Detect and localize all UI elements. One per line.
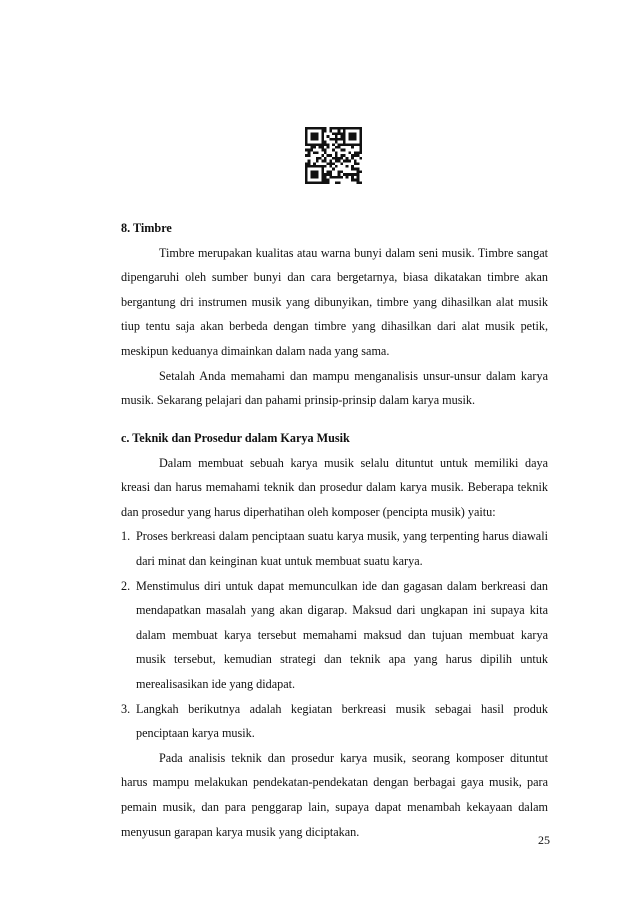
list-item-number: 1.: [121, 529, 131, 544]
paragraph-teknik-intro: Dalam membuat sebuah karya musik selalu dituntut untuk memiliki daya kreasi dan harus memahami teknik dan prosedur dalam karya musik. Beberapa teknik dan prosedur yang harus diperhatihan oleh komposer (pencipta musik) yaitu:: [121, 455, 548, 519]
section-teknik-prosedur: [121, 426, 548, 844]
section-heading-timbre: 8. Timbre: [121, 221, 172, 235]
paragraph-timbre-definition: Timbre merupakan kualitas atau warna bunyi dalam seni musik. Timbre sangat dipengaruhi oleh sumber bunyi dan cara bergetarnya, biasa dikatakan timbre akan bergantung dri instrumen musik yang dibunyikan, timbre yang dihasilkan alat musik tiup tentu saja akan berbeda dengan timbre yang dihasilkan dari alat musik petik, meskipun keduanya dimainkan dalam nada yang sama.: [121, 245, 548, 358]
list-item-number: 2.: [121, 578, 131, 593]
list-item-number: 3.: [121, 701, 131, 716]
list-item-text: Langkah berikutnya adalah kegiatan berkreasi musik sebagai hasil produk penciptaan karya musik.: [136, 701, 548, 741]
list-item: [121, 574, 548, 697]
paragraph-timbre-transition: Setalah Anda memahami dan mampu menganalisis unsur-unsur dalam karya musik. Sekarang pelajari dan pahami prinsip-prinsip dalam karya musik.: [121, 368, 548, 408]
list-item-text: Proses berkreasi dalam penciptaan suatu karya musik, yang terpenting harus diawali dari minat dan keinginan kuat untuk membuat suatu karya.: [136, 529, 548, 568]
section-heading-teknik: c. Teknik dan Prosedur dalam Karya Musik: [121, 431, 350, 445]
numbered-list: [121, 524, 548, 745]
list-item-text: Menstimulus diri untuk dapat memunculkan ide dan gagasan dalam berkreasi dan mendapatkan masalah yang akan digarap. Maksud dari ungkapan ini supaya kita dalam membuat karya tersebut memahami maksud dan tujuan membuat karya musik tersebut, kemudian strategi dan teknik apa yang harus dipilih untuk merealisasikan ide yang didapat.: [136, 578, 548, 691]
list-item: [121, 697, 548, 746]
page-number: 25: [538, 833, 550, 847]
qr-code-icon: [305, 127, 362, 184]
section-timbre: [121, 216, 548, 413]
paragraph-teknik-closing: Pada analisis teknik dan prosedur karya musik, seorang komposer dituntut harus mampu melakukan pendekatan-pendekatan dengan berbagai gaya musik, para pemain musik, dan para penggarap lain, supaya dapat menambah kekayaan dalam menyusun garapan karya musik yang diciptakan.: [121, 750, 548, 839]
list-item: [121, 524, 548, 573]
